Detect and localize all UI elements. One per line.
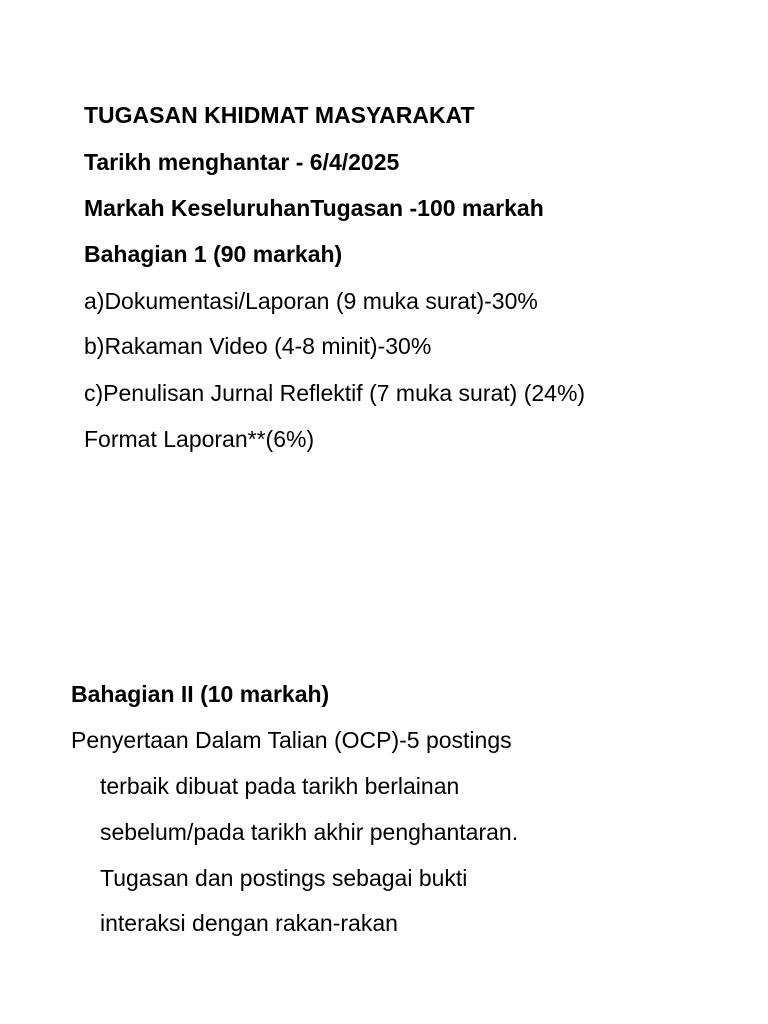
part-2-paragraph-line: terbaik dibuat pada tarikh berlainan [100, 773, 460, 799]
part-1-heading: Bahagian 1 (90 markah) [84, 241, 343, 267]
part-2-paragraph-line: Penyertaan Dalam Talian (OCP)-5 postings [71, 727, 512, 753]
part-1-item: c)Penulisan Jurnal Reflektif (7 muka surat) (24%) [84, 380, 586, 406]
part-2-paragraph-line: Tugasan dan postings sebagai bukti [100, 865, 468, 891]
part-1-item: Format Laporan**(6%) [84, 426, 315, 452]
total-marks: Markah KeseluruhanTugasan -100 markah [84, 195, 544, 221]
document-title: TUGASAN KHIDMAT MASYARAKAT [84, 102, 475, 128]
submission-date: Tarikh menghantar - 6/4/2025 [84, 149, 400, 175]
part-2-paragraph-line: sebelum/pada tarikh akhir penghantaran. [100, 819, 519, 845]
part-1-item: b)Rakaman Video (4-8 minit)-30% [84, 333, 432, 359]
part-2-paragraph-line: interaksi dengan rakan-rakan [100, 910, 398, 936]
part-2-heading: Bahagian II (10 markah) [71, 681, 330, 707]
part-1-item: a)Dokumentasi/Laporan (9 muka surat)-30% [84, 288, 538, 314]
